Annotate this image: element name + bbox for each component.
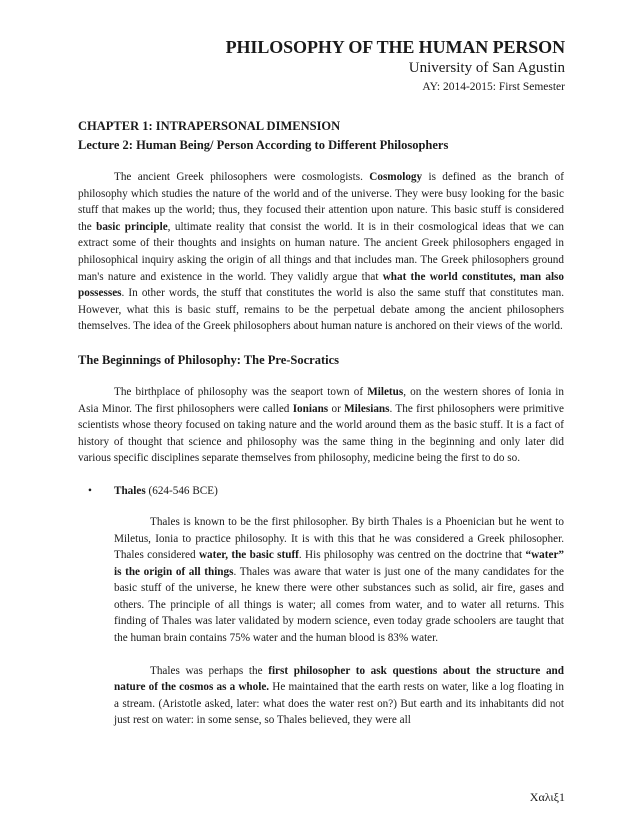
document-body (78, 117, 564, 729)
section-heading: The Beginnings of Philosophy: The Pre-Socratics (78, 352, 340, 367)
chapter-heading: CHAPTER 1: INTRAPERSONAL DIMENSION (78, 119, 341, 133)
thales-section (114, 514, 564, 729)
thales-bullet (78, 483, 564, 500)
academic-year: AY: 2014-2015: First Semester (422, 81, 565, 93)
page-header (226, 36, 565, 95)
presocratics-paragraph: The birthplace of philosophy was the seaport town of Miletus, on the western shores of Ionia in Asia Minor. The first philosophers were called Ionians or Milesians. The first philosophers were primitive scientists whose theory focused on taking nature and the world around them as the basic stuff. It is a fact of history of thought that science and philosophy was the same thing in the beginning and only later did various specific disciplines separate themselves from philosophy, medicine being the first to do so. (78, 385, 565, 465)
page-number: Χαλιξ1 (529, 790, 565, 804)
philosopher-dates: (624-546 BCE) (145, 484, 218, 497)
thales-paragraph-1: Thales is known to be the first philosopher. By birth Thales is a Phoenician but he went to Miletus, Ionia to practice philosophy. It is with this that he was considered a Greek philosopher. Thales considered water, the basic stuff. His philosophy was centred on the doctrine that “water” is the origin of all things. Thales was aware that water is just one of the many candidates for the basic stuff of the universe, he knew there were other substances such as solid, air fire, gases and others. The principle of all things is water; all comes from water, and to water all returns. This finding of Thales was later validated by modern science, even today grade schoolers are taught that the human brain contains 75% water and the human blood is 83% water. (114, 515, 565, 645)
course-title: PHILOSOPHY OF THE HUMAN PERSON (225, 37, 565, 57)
intro-paragraph: The ancient Greek philosophers were cosmologists. Cosmology is defined as the branch of philosophy which studies the nature of the world and of the universe. They were busy looking for the basic stuff that makes up the world; thus, they focused their attention upon nature. This basic stuff is considered the basic principle, ultimate reality that consist the world. It is in their cosmological ideas that we can extract some of their thoughts and insights on human nature. The ancient Greek philosophers engaged in philosophical inquiry asking the origin of all things and that includes man. The Greek philosophers ground man's nature and existence in the world. They validly argue that what the world constitutes, man also possesses. In other words, the stuff that constitutes the world is also the same stuff that constitutes man. However, what this is basic stuff, remains to be the perpetual debate among the ancient philosophers themselves. The idea of the Greek philosophers about human nature is anchored on their views of the world. (78, 171, 565, 333)
bullet-point: • (88, 484, 92, 497)
university-name: University of San Agustin (408, 60, 565, 76)
lecture-heading: Lecture 2: Human Being/ Person According to Different Philosophers (78, 138, 449, 152)
thales-paragraph-2: Thales was perhaps the first philosopher to ask questions about the structure and nature of the cosmos as a whole. He maintained that the earth rests on water, like a log floating in a stream. (Aristotle asked, later: what does the water rest on?) But earth and its inhabitants did not just rest on water: in some sense, so Thales believed, they were all (114, 664, 564, 727)
philosopher-name: Thales (114, 484, 146, 497)
